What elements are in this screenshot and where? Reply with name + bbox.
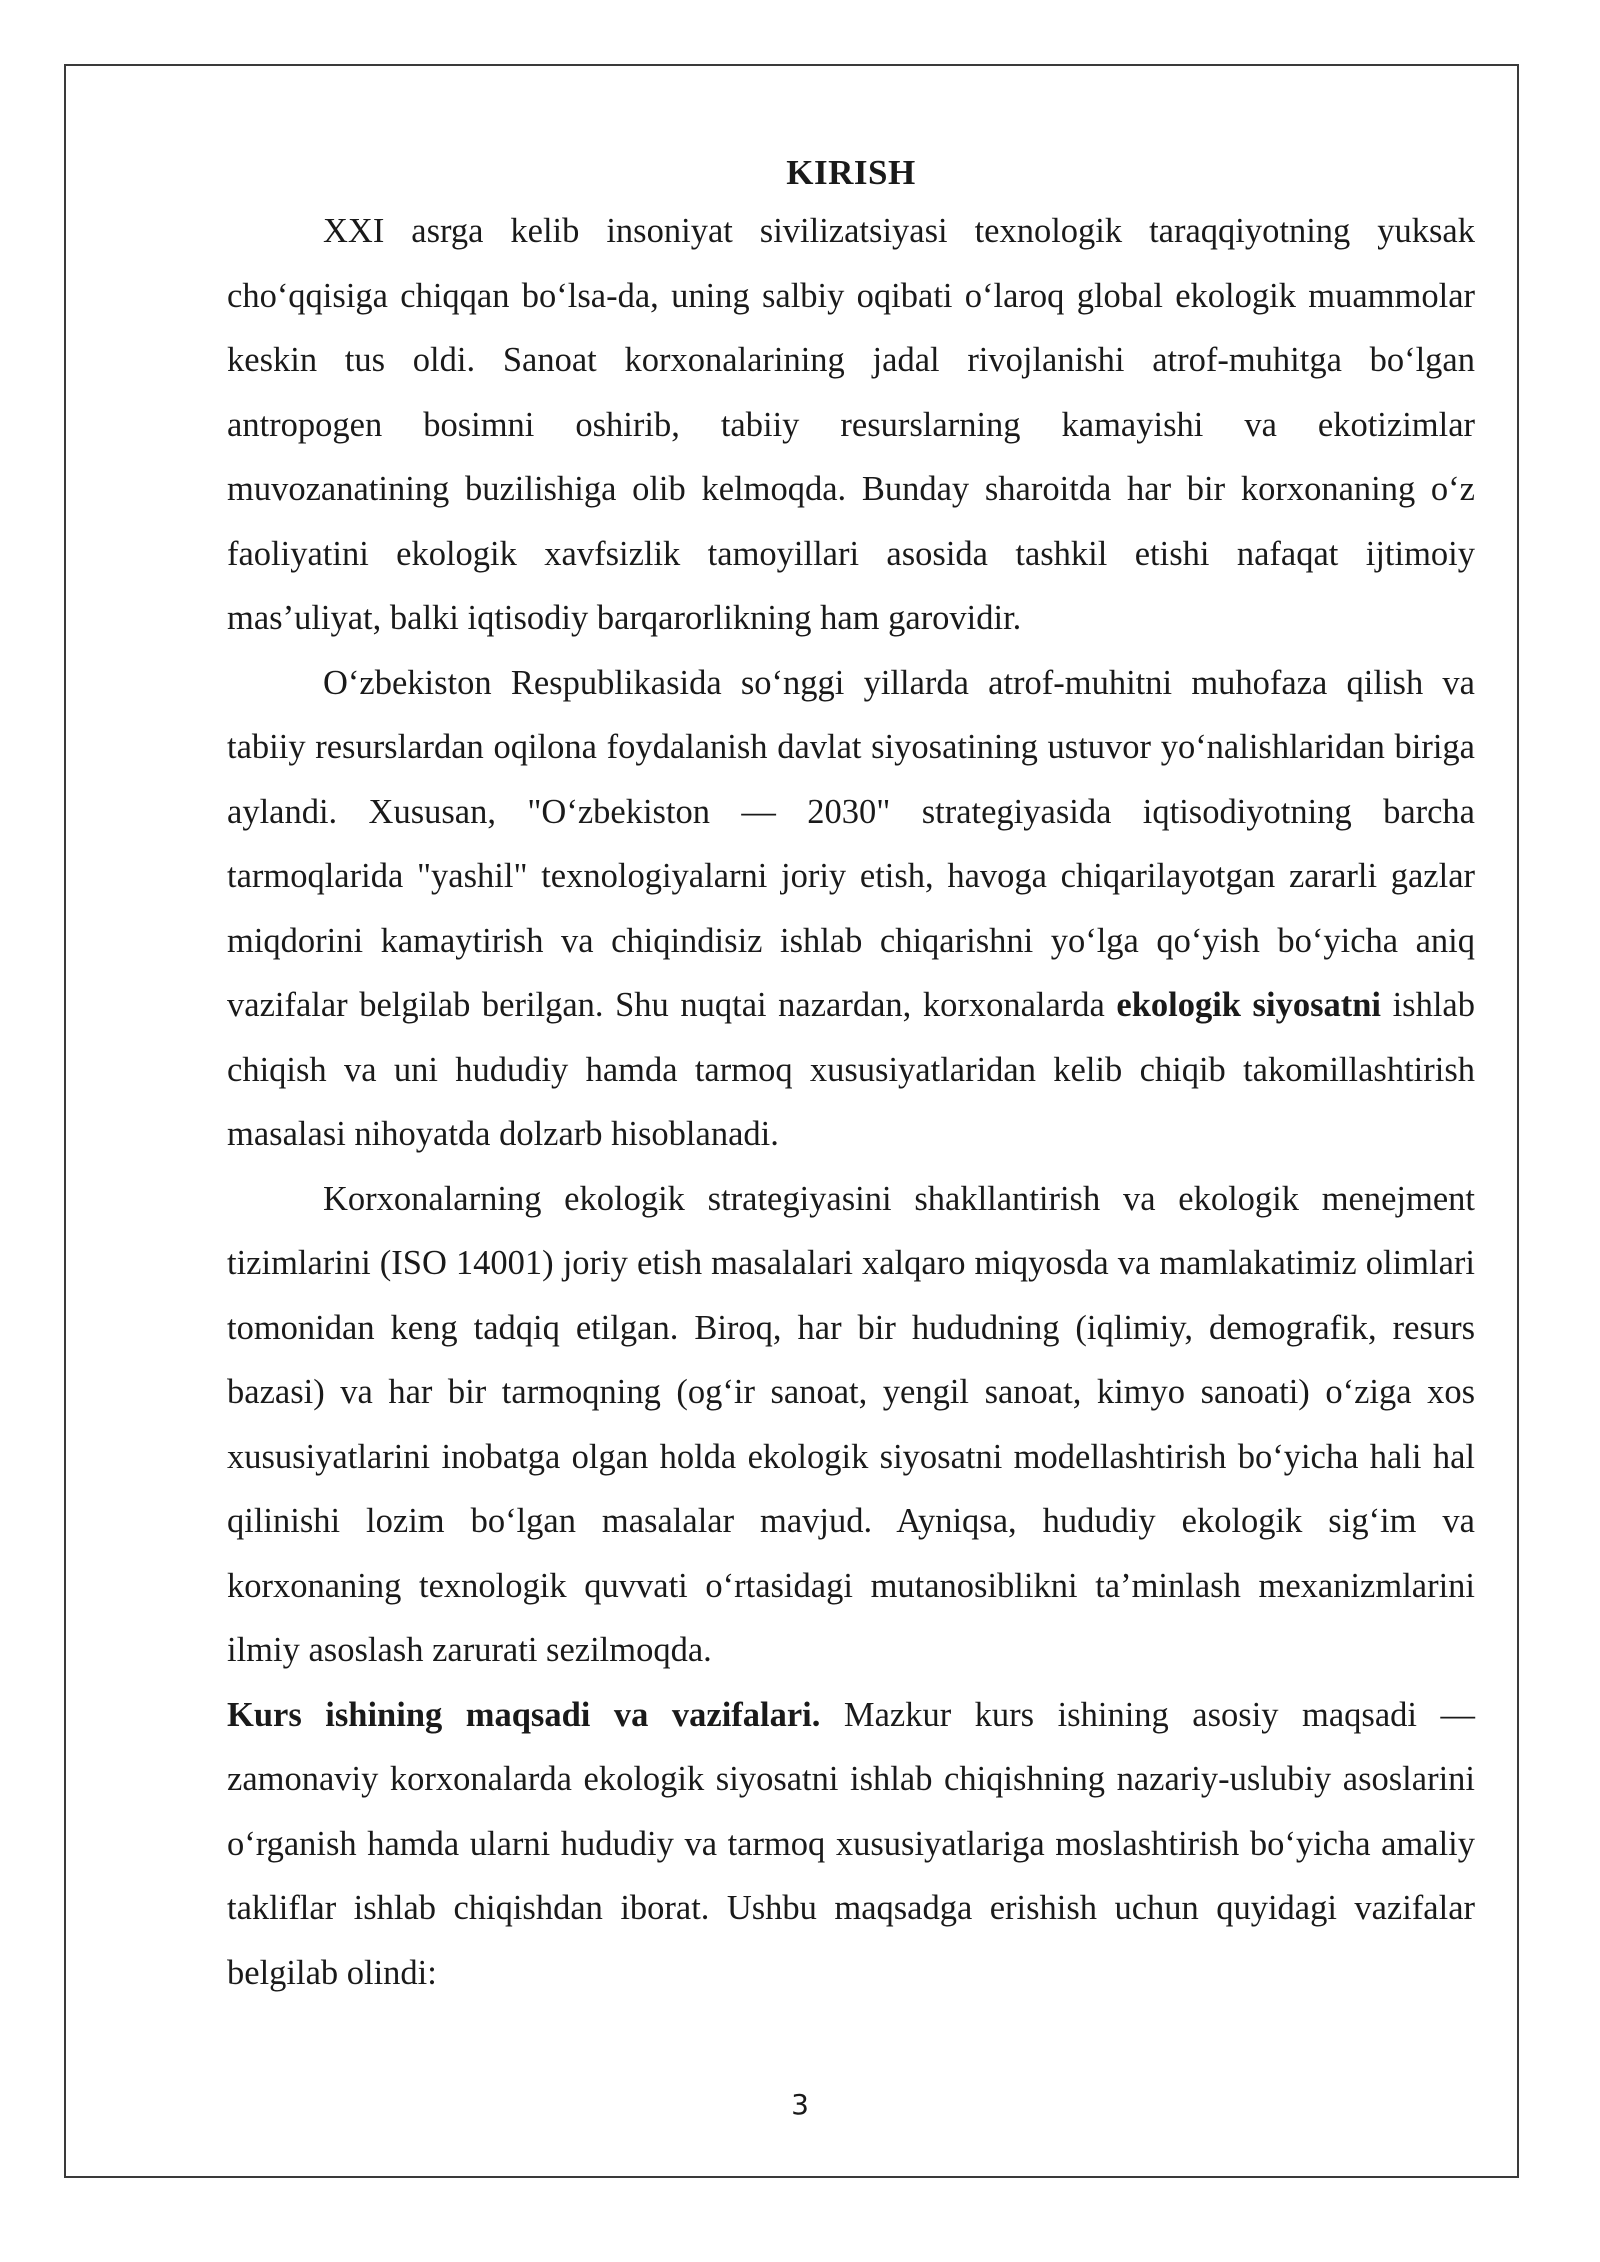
paragraph-4-text: Mazkur kurs ishining asosiy maqsadi — zamonaviy korxonalarda ekologik siyosatni ishlab chiqishning nazariy-uslubiy asoslarini o‘rganish hamda ularni hududiy va tarmoq xususiyatlariga moslashtirish bo‘yicha amaliy takliflar ishlab chiqishdan iborat. Ushbu maqsadga erishish uchun quyidagi vazifalar belgilab olindi: (227, 1695, 1476, 1992)
paragraph-2-text-start: O‘zbekiston Respublikasida so‘nggi yillarda atrof-muhitni muhofaza qilish va tabiiy resurslardan oqilona foydalanish davlat siyosatining ustuvor yo‘nalishlaridan biriga aylandi. Xususan, "O‘zbekiston — 2030" strategiyasida iqtisodiyotning barcha tarmoqlarida "yashil" texnologiyalarni joriy etish, havoga chiqarilayotgan zararli gazlar miqdorini kamaytirish va chiqindisiz ishlab chiqarishni yo‘lga qo‘yish bo‘yicha aniq vazifalar belgilab berilgan. Shu nuqtai nazardan, korxonalarda (227, 663, 1475, 1024)
paragraph-4 (227, 1683, 1475, 2006)
paragraph-3-text: Korxonalarning ekologik strategiyasini shakllantirish va ekologik menejment tizimlarini (ISO 14001) joriy etish masalalari xalqaro miqyosda va mamlakatimiz olimlari tomonidan keng tadqiq etilgan. Biroq, har bir hududning (iqlimiy, demografik, resurs bazasi) va har bir tarmoqning (og‘ir sanoat, yengil sanoat, kimyo sanoati) o‘ziga xos xususiyatlarini inobatga olgan holda ekologik siyosatni modellashtirish bo‘yicha hali hal qilinishi lozim bo‘lgan masalalar mavjud. Ayniqsa, hududiy ekologik sig‘im va korxonaning texnologik quvvati o‘rtasidagi mutanosiblikni ta’minlash mexanizmlarini ilmiy asoslash zarurati sezilmoqda. (227, 1179, 1475, 1669)
paragraph-2-text-end: ishlab chiqish va uni hududiy hamda tarmoq xususiyatlaridan kelib chiqib takomillashtirish masalasi nihoyatda dolzarb hisoblanadi. (227, 986, 1475, 1153)
paragraph-1 (227, 199, 1475, 651)
paragraph-3 (227, 1167, 1475, 1683)
paragraph-2 (227, 651, 1475, 1167)
page-content (227, 147, 1475, 2005)
page-number: 3 (791, 2088, 809, 2121)
goals-heading: Kurs ishining maqsadi va vazifalari. (227, 1695, 821, 1734)
paragraph-1-text: XXI asrga kelib insoniyat sivilizatsiyasi texnologik taraqqiyotning yuksak cho‘qqisiga chiqqan bo‘lsa-da, uning salbiy oqibati o‘laroq global ekologik muammolar keskin tus oldi. Sanoat korxonalarining jadal rivojlanishi atrof-muhitga bo‘lgan antropogen bosimni oshirib, tabiiy resurslarning kamayishi va ekotizimlar muvozanatining buzilishiga olib kelmoqda. Bunday sharoitda har bir korxonaning o‘z faoliyatini ekologik xavfsizlik tamoyillari asosida tashkil etishi nafaqat ijtimoiy mas’uliyat, balki iqtisodiy barqarorlikning ham garovidir. (227, 212, 1475, 637)
paragraph-2-bold-term: ekologik siyosatni (1116, 986, 1382, 1024)
section-title: KIRISH (786, 153, 916, 192)
